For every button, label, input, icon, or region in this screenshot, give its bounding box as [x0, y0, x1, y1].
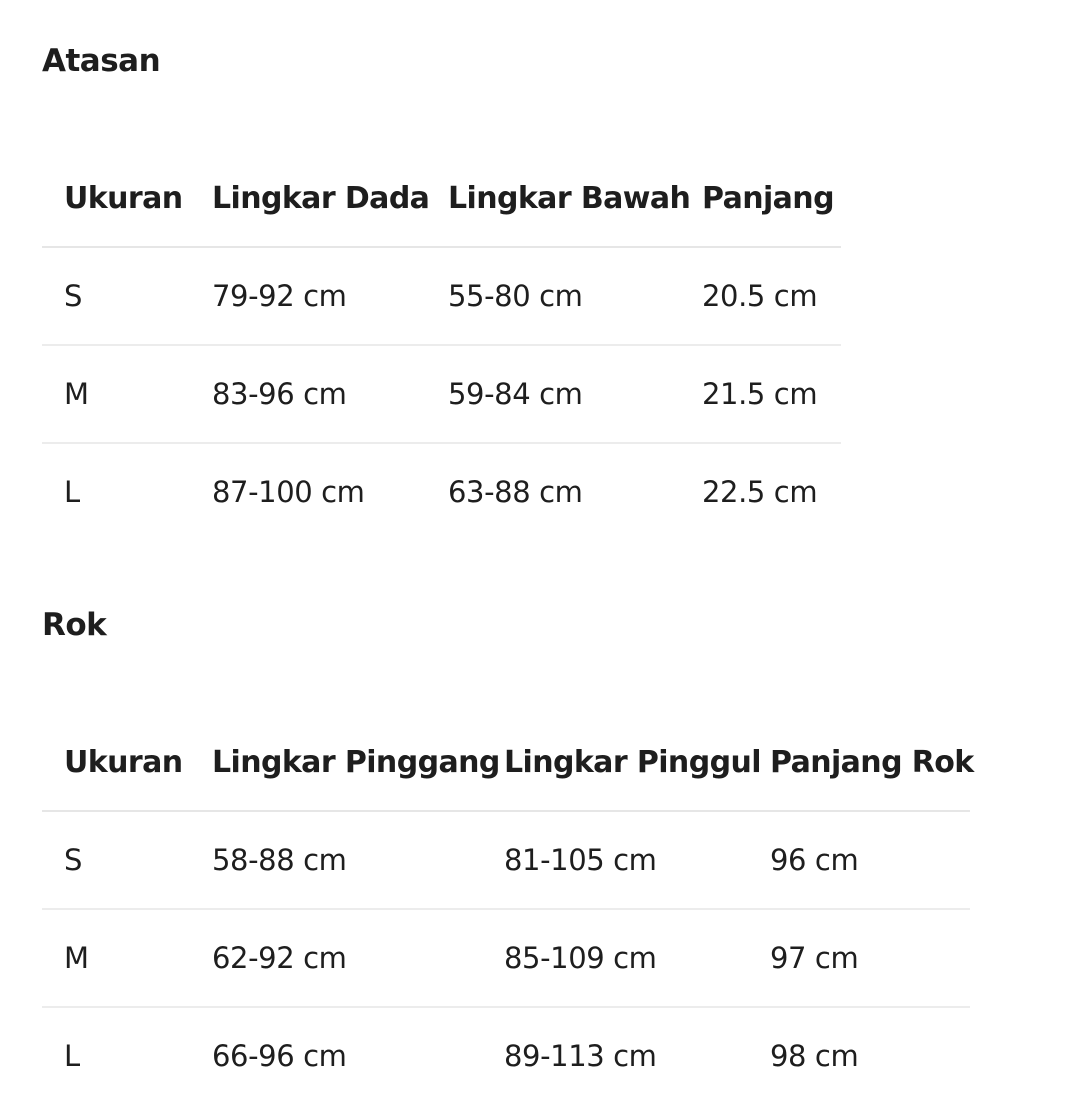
section-title-rok: Rok — [42, 607, 107, 643]
column-header-length: Panjang — [702, 150, 841, 247]
hip-cell: 81-105 cm — [504, 811, 770, 909]
table-row — [42, 345, 841, 443]
waist-cell: 66-96 cm — [212, 1039, 347, 1073]
table-header-row — [42, 150, 841, 247]
column-header-size: Ukuran — [42, 150, 212, 247]
hem-cell: 59-84 cm — [448, 345, 702, 443]
column-header-hem: Lingkar Bawah — [448, 150, 702, 247]
size-cell: S — [42, 247, 212, 345]
table-header-row — [42, 714, 970, 811]
column-header-skirt-length: Panjang Rok — [770, 714, 970, 811]
column-header-hip: Lingkar Pinggul — [504, 714, 770, 811]
column-header-waist: Lingkar Pinggang — [212, 714, 504, 811]
chest-cell: 83-96 cm — [212, 345, 448, 443]
skirt-length-cell: 97 cm — [770, 909, 970, 1007]
hem-cell: 63-88 cm — [448, 475, 583, 509]
waist-cell: 62-92 cm — [212, 909, 504, 1007]
chest-cell: 87-100 cm — [212, 475, 365, 509]
column-header-chest: Lingkar Dada — [212, 150, 448, 247]
table-row — [42, 811, 970, 909]
chest-cell: 79-92 cm — [212, 247, 448, 345]
column-header-size: Ukuran — [42, 714, 212, 811]
waist-cell: 58-88 cm — [212, 811, 504, 909]
hem-cell: 55-80 cm — [448, 247, 702, 345]
size-table-rok — [42, 714, 974, 1104]
size-cell: L — [64, 1039, 80, 1073]
size-cell: L — [64, 475, 80, 509]
size-cell: M — [42, 909, 212, 1007]
table-row — [42, 1007, 970, 1104]
size-table-atasan — [42, 150, 841, 540]
size-cell: S — [42, 811, 212, 909]
skirt-length-cell: 96 cm — [770, 811, 970, 909]
size-cell: M — [42, 345, 212, 443]
hip-cell: 85-109 cm — [504, 909, 770, 1007]
length-cell: 21.5 cm — [702, 345, 841, 443]
table-row — [42, 247, 841, 345]
length-cell: 22.5 cm — [702, 475, 818, 509]
length-cell: 20.5 cm — [702, 247, 841, 345]
skirt-length-cell: 98 cm — [770, 1039, 859, 1073]
table-row — [42, 909, 970, 1007]
section-title-atasan: Atasan — [42, 43, 161, 79]
hip-cell: 89-113 cm — [504, 1039, 657, 1073]
table-row — [42, 443, 841, 540]
